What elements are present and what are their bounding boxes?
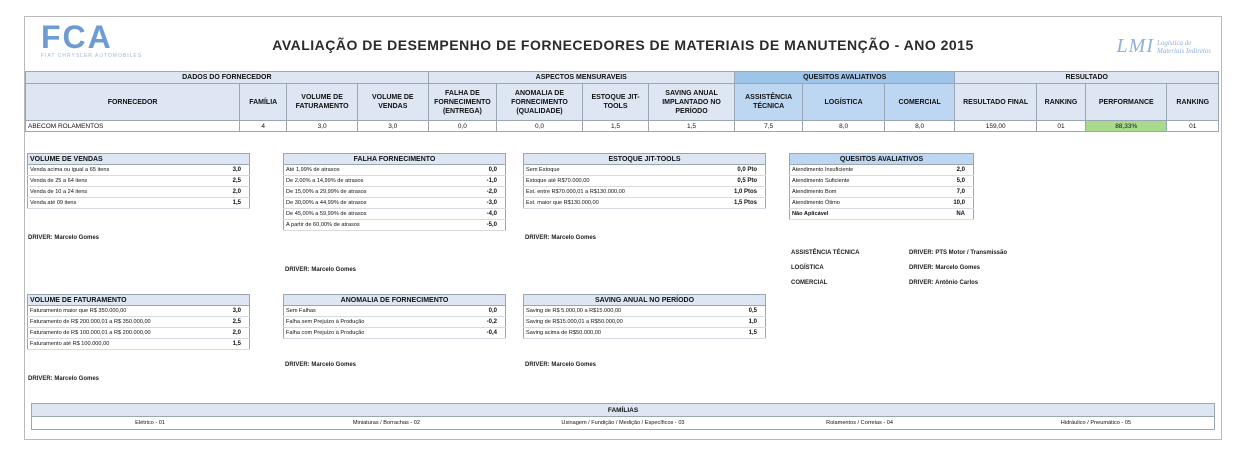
group-header-row — [26, 72, 1219, 84]
list-item: Sem Falhas 0,0 — [284, 306, 506, 317]
list-item: Faturamento maior que R$ 350.000,00 3,0 — [28, 306, 250, 317]
estoque-title: ESTOQUE JIT-TOOLS — [524, 154, 766, 165]
familia-item: Usinagem / Fundição / Medição / Específicos - 03 — [505, 417, 742, 430]
volume-faturamento-driver: DRIVER: Marcelo Gomes — [28, 376, 100, 382]
list-item: De 30,00% a 44,99% de atrasos -3,0 — [284, 198, 506, 209]
quesito-area-comercial: COMERCIAL — [791, 280, 828, 286]
quesito-area-assistencia: ASSISTÊNCIA TÉCNICA — [791, 250, 860, 256]
col-saving-anual: SAVING ANUAL IMPLANTADO NO PERÍODO — [649, 84, 735, 121]
column-header-row — [26, 84, 1219, 121]
col-ranking: RANKING — [1036, 84, 1085, 121]
supplier-performance: 88,33% — [1086, 121, 1167, 132]
falha-driver: DRIVER: Marcelo Gomes — [285, 267, 357, 273]
supplier-saving: 1,5 — [649, 121, 735, 132]
group-resultado: RESULTADO — [955, 72, 1219, 84]
familia-item: Rolamentos / Correias - 04 — [741, 417, 978, 430]
lmi-logo: LMI Logística de Materiais Indiretos — [1116, 35, 1211, 57]
list-item: Atendimento Insuficiente 2,0 — [790, 165, 974, 176]
supplier-volume-vendas: 3,0 — [357, 121, 428, 132]
anomalia-driver: DRIVER: Marcelo Gomes — [285, 362, 357, 368]
anomalia-fornecimento-table — [283, 294, 506, 339]
volume-faturamento-table — [27, 294, 250, 350]
supplier-ranking-2: 01 — [1167, 121, 1219, 132]
col-estoque-jit: ESTOQUE JIT-TOOLS — [582, 84, 648, 121]
saving-title: SAVING ANUAL NO PERÍODO — [524, 295, 766, 306]
col-anomalia-fornecimento: ANOMALIA DE FORNECIMENTO (QUALIDADE) — [497, 84, 583, 121]
supplier-logistica: 8,0 — [803, 121, 884, 132]
volume-vendas-driver: DRIVER: Marcelo Gomes — [28, 235, 100, 241]
list-item: De 45,00% a 59,99% de atrasos -4,0 — [284, 209, 506, 220]
supplier-estoque: 1,5 — [582, 121, 648, 132]
familias-title: FAMÍLIAS — [32, 404, 1215, 417]
list-item: Venda de 25 a 64 itens 2,5 — [28, 176, 250, 187]
group-aspectos: ASPECTOS MENSURAVEIS — [428, 72, 734, 84]
anomalia-title: ANOMALIA DE FORNECIMENTO — [284, 295, 506, 306]
falha-title: FALHA FORNECIMENTO — [284, 154, 506, 165]
quesito-driver-comercial: DRIVER: Antônio Carlos — [909, 280, 979, 286]
estoque-jit-table — [523, 153, 766, 209]
list-item: Atendimento Ótimo 10,0 — [790, 198, 974, 209]
list-item: Est. maior que R$130.000,00 1,5 Ptos — [524, 198, 766, 209]
familias-row — [32, 417, 1215, 430]
list-item: Est. entre R$70.000,01 a R$130.000,00 1,0 Ptos — [524, 187, 766, 198]
list-item: Saving de R$15.000,01 a R$50.000,00 1,0 — [524, 317, 766, 328]
list-item: Faturamento de R$ 100.000,01 a R$ 200.000,00 2,0 — [28, 328, 250, 339]
list-item: Saving acima de R$50.000,00 1,5 — [524, 328, 766, 339]
col-comercial: COMERCIAL — [884, 84, 955, 121]
list-item: Atendimento Suficiente 5,0 — [790, 176, 974, 187]
col-logistica: LOGÍSTICA — [803, 84, 884, 121]
col-assistencia-tecnica: ASSISTÊNCIA TÉCNICA — [734, 84, 803, 121]
list-item: Saving de R$ 5.000,00 a R$15.000,00 0,5 — [524, 306, 766, 317]
familia-item: Miniaturas / Borrachas - 02 — [268, 417, 505, 430]
supplier-familia: 4 — [240, 121, 287, 132]
quesitos-title: QUESITOS AVALIATIVOS — [790, 154, 974, 165]
quesito-area-logistica: LOGÍSTICA — [791, 265, 824, 271]
volume-vendas-table — [27, 153, 250, 209]
list-item: A partir de 60,00% de atrasos -5,0 — [284, 220, 506, 231]
col-fornecedor: FORNECEDOR — [26, 84, 240, 121]
list-item: Estoque até R$70.000,00 0,5 Pto — [524, 176, 766, 187]
supplier-assistencia: 7,5 — [734, 121, 803, 132]
volume-faturamento-title: VOLUME DE FATURAMENTO — [28, 295, 250, 306]
list-item: Falha sem Prejuízo à Produção -0,2 — [284, 317, 506, 328]
familias-table — [31, 403, 1215, 430]
quesitos-table — [789, 153, 974, 220]
supplier-name: ABECOM ROLAMENTOS — [26, 121, 240, 132]
estoque-driver: DRIVER: Marcelo Gomes — [525, 235, 597, 241]
col-volume-vendas: VOLUME DE VENDAS — [357, 84, 428, 121]
familia-item: Elétrico - 01 — [32, 417, 269, 430]
saving-anual-table — [523, 294, 766, 339]
col-performance: PERFORMANCE — [1086, 84, 1167, 121]
group-quesitos: QUESITOS AVALIATIVOS — [734, 72, 955, 84]
table-row — [26, 121, 1219, 132]
fca-logo: FCA FIAT CHRYSLER AUTOMOBILES — [41, 19, 143, 59]
list-item: Faturamento de R$ 200.000,01 a R$ 350.000,00 2,5 — [28, 317, 250, 328]
list-item: Falha com Prejuízo à Produção -0,4 — [284, 328, 506, 339]
list-item: Venda acima ou igual a 65 itens 3,0 — [28, 165, 250, 176]
col-ranking-2: RANKING — [1167, 84, 1219, 121]
col-resultado-final: RESULTADO FINAL — [955, 84, 1036, 121]
volume-vendas-title: VOLUME DE VENDAS — [28, 154, 250, 165]
list-item: Venda até 09 itens 1,5 — [28, 198, 250, 209]
supplier-falha: 0,0 — [428, 121, 497, 132]
col-familia: FAMÍLIA — [240, 84, 287, 121]
page-title: AVALIAÇÃO DE DESEMPENHO DE FORNECEDORES DE MATERIAIS DE MANUTENÇÃO - ANO 2015 — [272, 37, 974, 53]
quesito-driver-assistencia: DRIVER: PTS Motor / Transmissão — [909, 250, 1008, 256]
familia-item: Hidráulico / Pneumático - 05 — [978, 417, 1215, 430]
list-item: Venda de 10 a 24 itens 2,0 — [28, 187, 250, 198]
supplier-resultado-final: 159,00 — [955, 121, 1036, 132]
supplier-anomalia: 0,0 — [497, 121, 583, 132]
list-item: Sem Estoque 0,0 Pto — [524, 165, 766, 176]
falha-fornecimento-table — [283, 153, 506, 231]
list-item: Faturamento até R$ 100.000,00 1,5 — [28, 339, 250, 350]
supplier-comercial: 8,0 — [884, 121, 955, 132]
supplier-ranking: 01 — [1036, 121, 1085, 132]
supplier-volume-faturamento: 3,0 — [287, 121, 358, 132]
list-item: De 2,00% a 14,99% de atrasos -1,0 — [284, 176, 506, 187]
supplier-evaluation-table — [25, 71, 1219, 132]
evaluation-sheet — [24, 16, 1222, 440]
quesito-driver-logistica: DRIVER: Marcelo Gomes — [909, 265, 981, 271]
list-item: Até 1,99% de atrasos 0,0 — [284, 165, 506, 176]
list-item: De 15,00% a 29,99% de atrasos -2,0 — [284, 187, 506, 198]
list-item: Não Aplicável NA — [790, 209, 974, 220]
col-falha-fornecimento: FALHA DE FORNECIMENTO (ENTREGA) — [428, 84, 497, 121]
saving-driver: DRIVER: Marcelo Gomes — [525, 362, 597, 368]
list-item: Atendimento Bom 7,0 — [790, 187, 974, 198]
col-volume-faturamento: VOLUME DE FATURAMENTO — [287, 84, 358, 121]
group-dados: DADOS DO FORNECEDOR — [26, 72, 429, 84]
